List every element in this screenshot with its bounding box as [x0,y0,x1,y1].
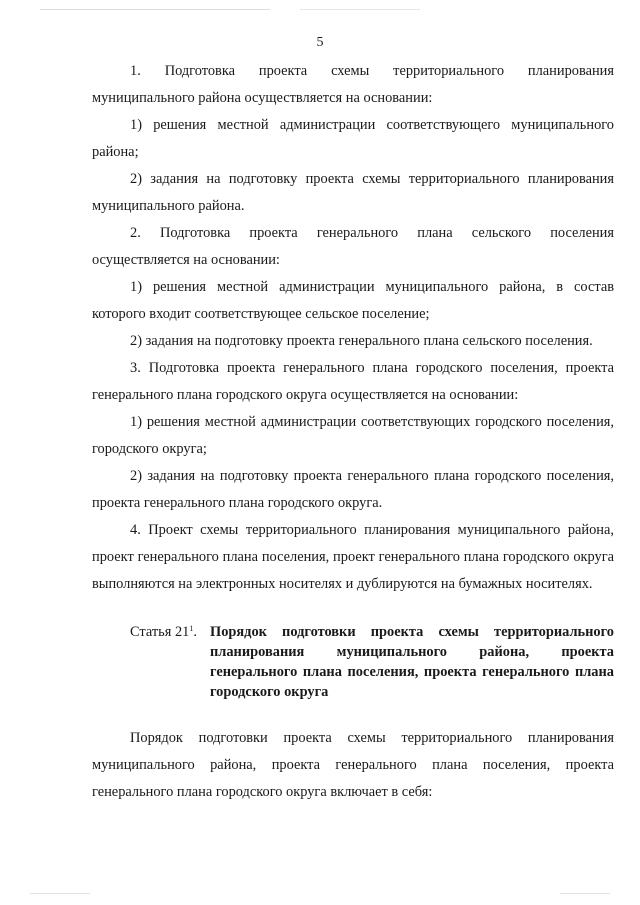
closing-paragraph: Порядок подготовки проекта схемы территориального планирования муниципального района, проекта генерального плана поселения, проекта генерального плана городского округа включает в себя: [92,730,614,800]
paragraph: 2) задания на подготовку проекта генерального плана городского поселения, проекта генерального плана городского округа. [92,468,614,511]
paragraph: 2. Подготовка проекта генерального плана сельского поселения осуществляется на основании: [92,225,614,268]
article-label: Статья $21^1$. [130,624,197,640]
scan-artifact [300,9,420,10]
paragraph: 1) решения местной администрации муниципального района, в состав которого входит соответствующее сельское поселение; [92,279,614,322]
paragraph: 1) решения местной администрации соответствующего муниципального района; [92,117,614,160]
paragraph: 2) задания на подготовку проекта генерального плана сельского поселения. [130,333,593,349]
scan-artifact [560,893,610,894]
article-superscript: 1 [189,624,194,633]
page-number: 5 [316,35,324,50]
article-number: Статья 21 [130,624,190,640]
paragraph: 3. Подготовка проекта генерального плана городского поселения, проекта генерального плана городского округа осуществляется на основании: [92,360,614,403]
article-title: Порядок подготовки проекта схемы территориального планирования муниципального района, проекта генерального плана поселения, проекта генерального плана городского округа [210,624,614,700]
scan-artifact [40,9,270,10]
scan-artifact [30,893,90,894]
article-heading [130,622,614,702]
paragraph: 1) решения местной администрации соответствующих городского поселения, городского округа; [92,414,614,457]
paragraph: 4. Проект схемы территориального планирования муниципального района, проект генерального плана поселения, проект генерального плана городского округа выполняются на электронных носителях и дублируются на бумажных носителях. [92,522,614,592]
document-body [92,58,614,806]
paragraph: 1. Подготовка проекта схемы территориального планирования муниципального района осуществляется на основании: [92,63,614,106]
paragraph: 2) задания на подготовку проекта схемы территориального планирования муниципального района. [92,171,614,214]
